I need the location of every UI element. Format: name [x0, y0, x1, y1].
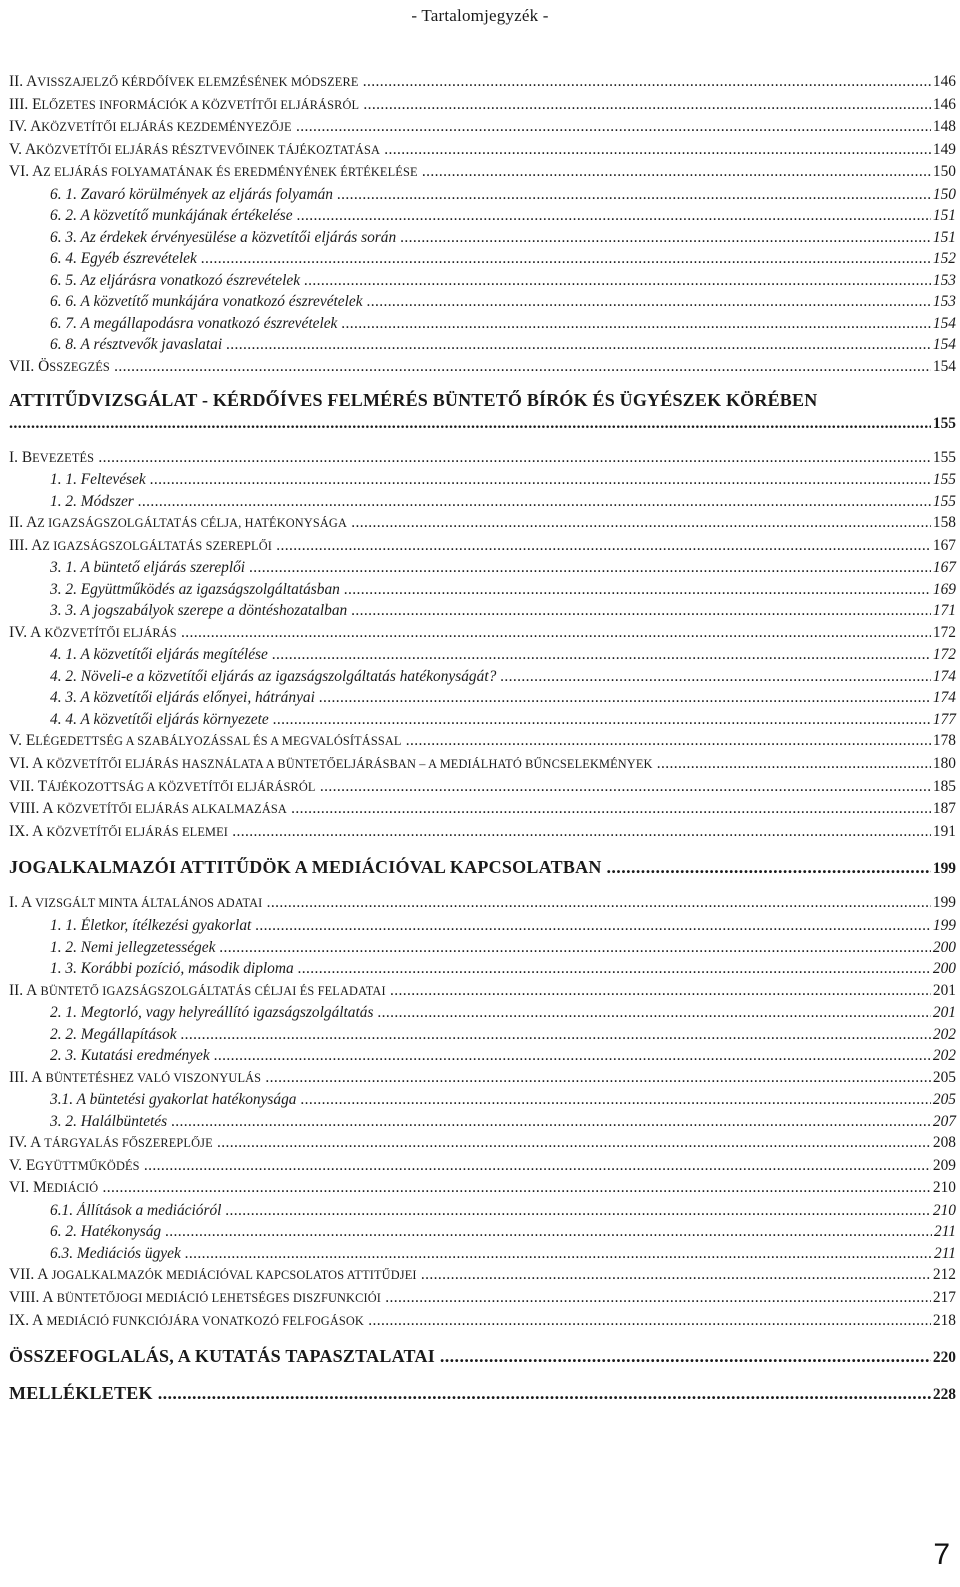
toc-subentry-title: 3. 2. Együttműködés az igazságszolgáltatásban .....	[50, 581, 931, 599]
toc-entry[interactable]	[9, 1157, 956, 1180]
toc-page-number: 202	[932, 1025, 956, 1043]
toc-entry[interactable]	[9, 1266, 956, 1289]
toc-entry-rest: EVEZETÉS	[32, 450, 95, 465]
toc-entry-number: I.	[9, 448, 18, 466]
toc-entry-title	[9, 449, 931, 467]
toc-subentry-title: 2. 2. Megállapítások .....	[50, 1026, 931, 1044]
toc-entry-number: III.	[9, 95, 29, 113]
toc-entry[interactable]	[9, 894, 956, 917]
toc-page-number: 167	[932, 559, 956, 577]
toc-section-a-end	[9, 358, 956, 381]
toc-page-number: 152	[932, 250, 956, 268]
toc-entry[interactable]	[9, 1069, 956, 1092]
toc-entry-title	[9, 1289, 931, 1307]
toc-page-number: 153	[932, 271, 956, 289]
toc-entry-initial: A	[32, 163, 44, 181]
toc-section-c	[9, 894, 956, 1334]
toc-entry-title	[9, 1312, 931, 1330]
toc-page-number: 155	[932, 492, 956, 510]
toc-entry-title	[9, 755, 931, 773]
toc-page-number: 199	[932, 860, 956, 878]
toc-entry-number: IV.	[9, 1134, 28, 1152]
toc-page-number: 218	[932, 1311, 956, 1329]
toc-entry-number: II.	[9, 514, 24, 532]
toc-entry-initial: A	[30, 623, 42, 641]
toc-entry-initial: A	[31, 536, 43, 554]
toc-page-number: 199	[932, 917, 956, 934]
toc-entry[interactable]	[9, 73, 956, 96]
toc-page-number: 211	[934, 1244, 956, 1262]
toc-entry-number: I.	[9, 894, 18, 912]
toc-leader-dots	[9, 415, 931, 433]
toc-page-number: 153	[932, 293, 956, 311]
toc-entry-initial: A	[30, 1134, 42, 1152]
toc-entry[interactable]	[9, 755, 956, 778]
toc-entry-rest: Z IGAZSÁGSZOLGÁLTATÁS CÉLJA, HATÉKONYSÁGA	[37, 516, 348, 531]
toc-page-number: 210	[932, 1201, 956, 1219]
toc-page-number: 228	[932, 1386, 956, 1404]
toc-subentry-title: 2. 3. Kutatási eredmények .....	[50, 1047, 931, 1065]
toc-entry-number: VII.	[9, 1266, 35, 1284]
toc-page-number: 155	[932, 448, 956, 466]
toc-heading-appendices[interactable]	[9, 1383, 956, 1408]
toc-entry-rest: GYÜTTMŰKÖDÉS	[35, 1158, 140, 1173]
toc-entry-rest: BÜNTETŐJOGI MEDIÁCIÓ LEHETSÉGES DISZFUNKCIÓI	[53, 1291, 382, 1306]
toc-entry[interactable]	[9, 358, 956, 381]
toc-subentry-title: 3. 2. Halálbüntetés .....	[50, 1113, 931, 1131]
toc-entry-number: III.	[9, 1068, 29, 1086]
toc-subentry[interactable]	[9, 1202, 956, 1224]
toc-entry-rest: KÖZVETÍTŐI ELJÁRÁS HASZNÁLATA A BÜNTETŐELJÁRÁSBAN – A MEDIÁLHATÓ BŰNCSELEKMÉNYEK	[43, 757, 653, 772]
toc-subentry-title: 6.1. Állítások a mediációról .....	[50, 1202, 931, 1220]
toc-entry-initial: E	[25, 1156, 36, 1174]
toc-subentry[interactable]	[9, 471, 956, 493]
toc-entry-initial: A	[26, 514, 38, 532]
toc-page-number: 146	[932, 95, 956, 113]
toc-entry-rest: EDIÁCIÓ	[46, 1181, 99, 1196]
toc-heading-legal-practitioner-attitudes[interactable]	[9, 857, 956, 882]
toc-page-number: 217	[932, 1289, 956, 1307]
toc-entry[interactable]	[9, 1289, 956, 1312]
toc-entry-rest: LÉGEDETTSÉG A SZABÁLYOZÁSSAL ÉS A MEGVALÓSÍTÁSSAL	[35, 734, 402, 749]
toc-entry-title	[9, 1069, 931, 1087]
toc-entry[interactable]	[9, 1312, 956, 1335]
toc-entry-initial: A	[37, 1266, 49, 1284]
toc-page-number: 211	[934, 1223, 956, 1241]
toc-subentry-title: 4. 1. A közvetítői eljárás megítélése .....	[50, 646, 931, 664]
toc-entry-number: VI.	[9, 1179, 30, 1197]
toc-entry-title	[9, 800, 931, 818]
toc-entry[interactable]	[9, 800, 956, 823]
toc-page-number: 178	[932, 732, 956, 750]
toc-heading-title: ÖSSZEFOGLALÁS, A KUTATÁS TAPASZTALATAI .....	[9, 1346, 931, 1368]
toc-entry-rest: Z IGAZSÁGSZOLGÁLTATÁS SZEREPLŐI	[42, 538, 272, 553]
toc-subentry[interactable]	[9, 1223, 956, 1245]
toc-entry-initial: A	[26, 73, 38, 90]
toc-entry-rest: JOGALKALMAZÓK MEDIÁCIÓVAL KAPCSOLATOS ATTITŰDJEI	[48, 1268, 417, 1283]
toc-entry-rest: KÖZVETÍTŐI ELJÁRÁS ELEMEI	[43, 824, 229, 839]
toc-entry-title	[9, 1157, 931, 1175]
toc-subentry-title: 4. 4. A közvetítői eljárás környezete .....	[50, 711, 931, 729]
table-of-contents	[9, 73, 956, 1408]
toc-entry-number: VII.	[9, 777, 35, 795]
toc-entry-number: V.	[9, 732, 22, 750]
toc-page-number: 180	[932, 755, 956, 773]
toc-entry[interactable]	[9, 732, 956, 755]
toc-subentry-title: 1. 1. Feltevések .....	[50, 471, 931, 489]
toc-entry[interactable]	[9, 163, 956, 186]
toc-page-number: 158	[932, 514, 956, 532]
toc-entry-initial: T	[37, 777, 48, 795]
toc-page-number: 150	[932, 185, 956, 203]
toc-subentry[interactable]	[9, 207, 956, 229]
toc-page-number: 191	[932, 822, 956, 840]
toc-page-number: 199	[932, 894, 956, 912]
toc-entry-rest: KÖZVETÍTŐI ELJÁRÁS KEZDEMÉNYEZŐJE	[41, 120, 292, 135]
toc-heading-summary[interactable]	[9, 1346, 956, 1371]
toc-entry-title	[9, 163, 931, 181]
toc-subentry-title: 1. 2. Módszer .....	[50, 493, 931, 511]
toc-subentry-title: 6. 8. A résztvevők javaslatai .....	[50, 336, 931, 354]
toc-subentry[interactable]	[9, 559, 956, 581]
toc-subentry[interactable]	[9, 581, 956, 603]
toc-subentry[interactable]	[9, 293, 956, 315]
toc-entry-initial: M	[32, 1179, 47, 1197]
toc-page-number: 154	[932, 314, 956, 332]
toc-entry-title	[9, 823, 931, 841]
toc-entry-rest: BÜNTETŐ IGAZSÁGSZOLGÁLTATÁS CÉLJAI ÉS FELADATAI	[37, 983, 386, 998]
toc-entry-initial: A	[32, 755, 44, 773]
toc-entry-initial: A	[31, 1068, 43, 1086]
toc-entry-number: II.	[9, 73, 24, 90]
toc-entry-rest: ÁJÉKOZOTTSÁG A KÖZVETÍTŐI ELJÁRÁSRÓL	[47, 779, 316, 794]
toc-subentry-title: 1. 3. Korábbi pozíció, második diploma .....	[50, 960, 931, 978]
toc-page-number: 155	[932, 471, 956, 489]
toc-entry[interactable]	[9, 514, 956, 537]
toc-entry-initial: A	[32, 822, 44, 840]
toc-entry-initial: B	[21, 448, 33, 466]
toc-entry[interactable]	[9, 982, 956, 1005]
toc-page-number: 174	[932, 667, 956, 685]
toc-subentry[interactable]	[9, 711, 956, 733]
toc-entry[interactable]	[9, 1134, 956, 1157]
toc-page-number: 220	[932, 1349, 956, 1367]
toc-entry[interactable]	[9, 778, 956, 801]
toc-entry-number: IV.	[9, 118, 28, 136]
toc-page-number: 172	[932, 646, 956, 664]
toc-page-number: 207	[932, 1112, 956, 1130]
toc-subentry[interactable]	[9, 960, 956, 982]
toc-page-number: 148	[932, 118, 956, 136]
toc-entry-rest: KÖZVETÍTŐI ELJÁRÁS	[41, 625, 177, 640]
toc-subentry-title: 3. 1. A büntető eljárás szereplői .....	[50, 559, 931, 577]
toc-subentry[interactable]	[9, 689, 956, 711]
toc-entry-rest: LŐZETES INFORMÁCIÓK A KÖZVETÍTŐI ELJÁRÁSRÓL	[41, 97, 360, 112]
toc-page-number: 212	[932, 1266, 956, 1284]
toc-page-number: 208	[932, 1134, 956, 1152]
toc-subentry[interactable]	[9, 1004, 956, 1026]
toc-subentry-title: 1. 1. Életkor, ítélkezési gyakorlat .....	[50, 917, 931, 935]
toc-heading-title: JOGALKALMAZÓI ATTITŰDÖK A MEDIÁCIÓVAL KAPCSOLATBAN .....	[9, 857, 931, 879]
toc-entry-initial: A	[30, 118, 42, 136]
toc-page-number: 177	[932, 710, 956, 728]
toc-subentry-title: 6. 7. A megállapodásra vonatkozó észrevételek .....	[50, 315, 931, 333]
toc-entry-number: VI.	[9, 163, 30, 181]
toc-page-number: 210	[932, 1179, 956, 1197]
toc-page-number: 154	[932, 357, 956, 375]
toc-page-number: 174	[932, 689, 956, 707]
toc-entry[interactable]	[9, 118, 956, 141]
toc-subentry-title: 6. 1. Zavaró körülmények az eljárás folyamán .....	[50, 186, 931, 204]
toc-subentry-title: 6. 2. Hatékonyság .....	[50, 1223, 932, 1241]
toc-entry-title	[9, 514, 931, 532]
toc-entry-initial: A	[32, 1311, 44, 1329]
toc-subentry-title: 6. 2. A közvetítő munkájának értékelése .....	[50, 207, 931, 225]
toc-entry-title	[9, 778, 931, 796]
running-header: - Tartalomjegyzék -	[411, 6, 549, 25]
toc-page-number: 171	[932, 602, 956, 620]
toc-subentry-title: 6. 4. Egyéb észrevételek .....	[50, 250, 931, 268]
toc-section-a-subs	[9, 186, 956, 358]
toc-page-number: 185	[932, 777, 956, 795]
toc-heading-attitude-survey[interactable]	[9, 390, 956, 440]
toc-subentry[interactable]	[9, 186, 956, 208]
toc-entry-initial: E	[32, 95, 42, 113]
toc-heading-title: MELLÉKLETEK .....	[9, 1383, 931, 1405]
toc-page-number: 201	[932, 1004, 956, 1022]
toc-entry-rest: KÖZVETÍTŐI ELJÁRÁS RÉSZTVEVŐINEK TÁJÉKOZTATÁSA	[36, 142, 381, 157]
toc-entry-number: III.	[9, 536, 29, 554]
toc-subentry[interactable]	[9, 229, 956, 251]
toc-entry-rest: BÜNTETÉSHEZ VALÓ VISZONYULÁS	[42, 1070, 262, 1085]
toc-subentry-title: 2. 1. Megtorló, vagy helyreállító igazságszolgáltatás .....	[50, 1004, 931, 1022]
toc-entry-number: V.	[9, 1156, 22, 1174]
toc-subentry-title: 6. 6. A közvetítő munkájára vonatkozó észrevételek .....	[50, 293, 931, 311]
toc-page-number: 172	[932, 623, 956, 641]
toc-page-number: 187	[932, 800, 956, 818]
toc-entry-rest: TÁRGYALÁS FŐSZEREPLŐJE	[41, 1136, 213, 1151]
toc-entry-title	[9, 1266, 931, 1284]
toc-entry-number: VIII.	[9, 800, 40, 818]
toc-subentry[interactable]	[9, 917, 956, 939]
toc-page-number: 205	[932, 1091, 956, 1109]
toc-entry-number: II.	[9, 981, 24, 999]
toc-entry[interactable]	[9, 141, 956, 164]
toc-entry-title	[9, 732, 931, 750]
toc-entry-initial: A	[42, 800, 54, 818]
toc-entry-title	[9, 624, 931, 642]
toc-entry-title	[9, 1134, 931, 1152]
toc-subentry-title: 6.3. Mediációs ügyek .....	[50, 1245, 932, 1263]
toc-page-number: 154	[932, 336, 956, 354]
toc-entry-number: IX.	[9, 1311, 30, 1329]
toc-subentry[interactable]	[9, 336, 956, 358]
toc-entry[interactable]	[9, 96, 956, 119]
toc-page-number: 155	[932, 414, 956, 432]
toc-subentry-title: 3. 3. A jogszabályok szerepe a döntéshozatalban .....	[50, 602, 931, 620]
toc-page-number: 169	[932, 580, 956, 598]
toc-page-number: 167	[932, 536, 956, 554]
toc-page-number: 151	[932, 228, 956, 246]
toc-entry-title	[9, 537, 931, 555]
toc-page-number: 209	[932, 1156, 956, 1174]
toc-subentry[interactable]	[9, 1026, 956, 1048]
toc-entry-title	[9, 1179, 931, 1197]
toc-page-number: 205	[932, 1068, 956, 1086]
toc-subentry-title: 4. 3. A közvetítői eljárás előnyei, hátrányai .....	[50, 689, 931, 707]
toc-entry-rest: Z ELJÁRÁS FOLYAMATÁNAK ÉS EREDMÉNYÉNEK ÉRTÉKELÉSE	[43, 165, 418, 180]
toc-page-number: 149	[932, 140, 956, 158]
toc-page-number: 200	[932, 960, 956, 977]
toc-entry-number: IX.	[9, 822, 30, 840]
toc-subentry-title: 3.1. A büntetési gyakorlat hatékonysága .....	[50, 1091, 931, 1109]
toc-entry-title	[9, 96, 931, 114]
toc-entry-rest: VIZSGÁLT MINTA ÁLTALÁNOS ADATAI	[32, 896, 263, 911]
toc-entry-title	[9, 73, 931, 91]
toc-entry-rest: KÖZVETÍTŐI ELJÁRÁS ALKALMAZÁSA	[53, 802, 287, 817]
toc-subentry[interactable]	[9, 315, 956, 337]
toc-entry-rest: SSZEGZÉS	[49, 359, 110, 374]
toc-subentry-title: 6. 3. Az érdekek érvényesülése a közvetítői eljárás során .....	[50, 229, 931, 247]
toc-subentry-title: 6. 5. Az eljárásra vonatkozó észrevételek .....	[50, 272, 931, 290]
toc-subentry[interactable]	[9, 1091, 956, 1113]
toc-entry-title	[9, 118, 931, 136]
toc-page-number: 201	[932, 981, 956, 999]
toc-entry[interactable]	[9, 1179, 956, 1202]
toc-subentry-title: 1. 2. Nemi jellegzetességek .....	[50, 939, 931, 957]
toc-entry-initial: A	[20, 894, 33, 912]
toc-entry-number: VI.	[9, 755, 30, 773]
toc-entry-number: V.	[9, 140, 22, 158]
toc-page-number: 202	[932, 1047, 956, 1065]
toc-entry-number: VII.	[9, 357, 35, 375]
toc-entry[interactable]	[9, 449, 956, 472]
toc-entry-initial: A	[24, 140, 37, 158]
toc-page-number: 200	[932, 938, 956, 956]
toc-entry[interactable]	[9, 823, 956, 846]
toc-entry[interactable]	[9, 624, 956, 647]
toc-subentry[interactable]	[9, 1113, 956, 1135]
toc-section-b	[9, 449, 956, 846]
toc-entry-rest: MEDIÁCIÓ FUNKCIÓJÁRA VONATKOZÓ FELFOGÁSOK	[43, 1313, 364, 1328]
toc-subentry[interactable]	[9, 668, 956, 690]
page-number: 7	[933, 1538, 950, 1571]
toc-subentry[interactable]	[9, 1245, 956, 1267]
toc-entry-title	[9, 982, 931, 1000]
toc-page-number: 150	[932, 163, 956, 181]
toc-page-number: 151	[932, 207, 956, 225]
toc-subentry[interactable]	[9, 602, 956, 624]
toc-entry-initial: A	[42, 1289, 54, 1307]
toc-subentry-title: 4. 2. Növeli-e a közvetítői eljárás az igazságszolgáltatás hatékonyságát? .....	[50, 668, 931, 686]
toc-entry-number: IV.	[9, 623, 28, 641]
toc-entry-number: VIII.	[9, 1289, 40, 1307]
toc-entry-title	[9, 894, 931, 912]
toc-section-a	[9, 73, 956, 186]
toc-subentry[interactable]	[9, 646, 956, 668]
toc-entry[interactable]	[9, 537, 956, 560]
toc-entry-initial: E	[25, 732, 36, 750]
toc-subentry[interactable]	[9, 939, 956, 961]
toc-entry-title	[9, 358, 931, 376]
toc-subentry[interactable]	[9, 1047, 956, 1069]
toc-entry-initial: Ö	[38, 357, 50, 375]
toc-page-number: 146	[932, 73, 956, 90]
toc-entry-rest: VISSZAJELZŐ KÉRDŐÍVEK ELEMZÉSÉNEK MÓDSZERE	[37, 75, 359, 89]
toc-subentry[interactable]	[9, 272, 956, 294]
toc-entry-title	[9, 141, 931, 159]
toc-subentry[interactable]	[9, 493, 956, 515]
toc-entry-initial: A	[26, 981, 38, 999]
toc-heading-title: ATTITŰDVIZSGÁLAT - KÉRDŐÍVES FELMÉRÉS BÜNTETŐ BÍRÓK ÉS ÜGYÉSZEK KÖRÉBEN	[9, 389, 818, 410]
toc-subentry[interactable]	[9, 250, 956, 272]
